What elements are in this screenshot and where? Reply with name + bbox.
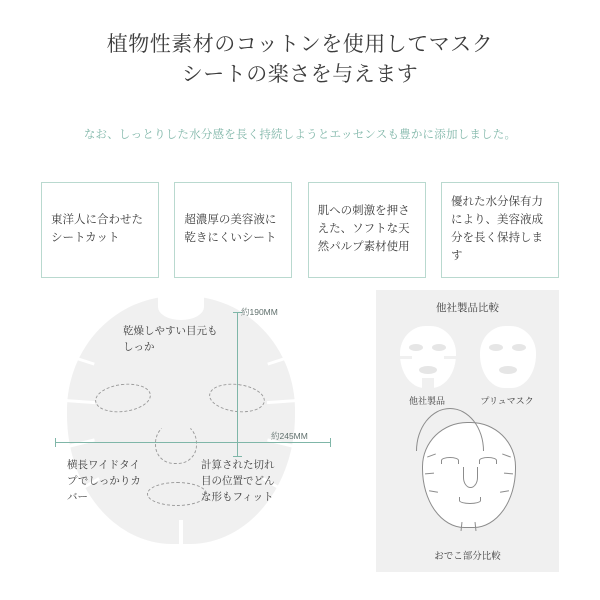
competitor-caption: 他社製品 (408, 396, 445, 406)
plu-caption: プリュマスク (480, 396, 534, 406)
callout-cut-position: 計算された切れ目の位置でどんな形もフィット (201, 459, 275, 503)
mask-slit-right-1 (267, 353, 296, 365)
face-eye-left (441, 457, 459, 464)
mask-mouth-hole (147, 482, 207, 506)
width-dimension-cap-right (330, 438, 331, 447)
height-dimension-cap-bottom (233, 456, 242, 457)
competitor-mask-shape (400, 326, 456, 388)
width-dimension-line (55, 442, 331, 443)
comparison-panel (376, 290, 559, 572)
mask-slit-left-2 (63, 399, 95, 404)
face-mouth (459, 497, 481, 504)
height-dimension-line (237, 312, 238, 456)
page-title (0, 30, 600, 91)
face-tick-3 (429, 490, 438, 493)
mask-slit-left-1 (65, 353, 94, 365)
feature-box-list (41, 182, 559, 278)
face-tick-4 (502, 453, 511, 457)
feature-box-4 (441, 182, 559, 278)
mask-top-notch (158, 294, 204, 320)
plu-mask-eye-left (489, 344, 503, 351)
face-tick-7 (461, 522, 463, 531)
feature-box-3 (308, 182, 426, 278)
comparison-title: 他社製品比較 (436, 302, 499, 314)
competitor-mask-chin-cut (422, 378, 434, 390)
mask-nose-hole (155, 422, 197, 464)
feature-box-1 (41, 182, 159, 278)
mask-eye-hole-left (94, 381, 153, 416)
width-dimension-cap-left (55, 438, 56, 447)
face-tick-6 (500, 490, 509, 493)
face-tick-5 (504, 473, 513, 475)
competitor-mask-mouth (419, 366, 437, 374)
feature-box-2-label: 超濃厚の美容液に乾きにくいシート (184, 214, 277, 244)
callout-eye-area: 乾燥しやすい目元もしっか (123, 325, 218, 353)
face-tick-1 (427, 453, 436, 457)
feature-box-1-label: 東洋人に合わせたシートカット (51, 214, 143, 244)
illustration-area (41, 290, 559, 572)
plu-mask-mouth (499, 366, 517, 374)
competitor-mask-slit-right (444, 356, 458, 359)
plu-mask-eye-right (512, 344, 526, 351)
forehead-comparison-caption: おでこ部分比較 (434, 551, 501, 562)
competitor-mask-eye-right (432, 344, 446, 351)
mask-diagram-panel (41, 290, 371, 572)
feature-box-3-label: 肌への刺激を押さえた、ソフトな天然パルプ素材使用 (317, 205, 410, 253)
feature-box-2 (174, 182, 292, 278)
width-dimension-label: 約245MM (271, 431, 308, 441)
face-nose (463, 467, 478, 488)
competitor-mask-eye-left (409, 344, 423, 351)
feature-box-4-label: 優れた水分保有力により、美容液成分を長く保持します (450, 196, 543, 262)
mask-slit-chin (179, 520, 183, 546)
mask-slit-left-3 (65, 438, 95, 448)
face-eye-right (479, 457, 497, 464)
forehead-coverage-arc (416, 408, 484, 451)
page-title-line1: 植物性素材のコットンを使用してマスク (106, 33, 494, 56)
face-tick-8 (475, 522, 477, 531)
page-title-line2: シートの楽さを与えます (181, 63, 419, 87)
page-subtitle: なお、しっとりした水分感を長く持続しようとエッセンスも豊かに添加しました。 (83, 129, 517, 141)
competitor-mask-slit-left (398, 356, 412, 359)
face-tick-2 (425, 473, 434, 475)
callout-wide-type: 横長ワイドタイプでしっかりカバー (67, 459, 141, 503)
mask-slit-right-2 (267, 399, 299, 404)
plu-mask-shape (480, 326, 536, 388)
height-dimension-label: 約190MM (241, 307, 278, 317)
